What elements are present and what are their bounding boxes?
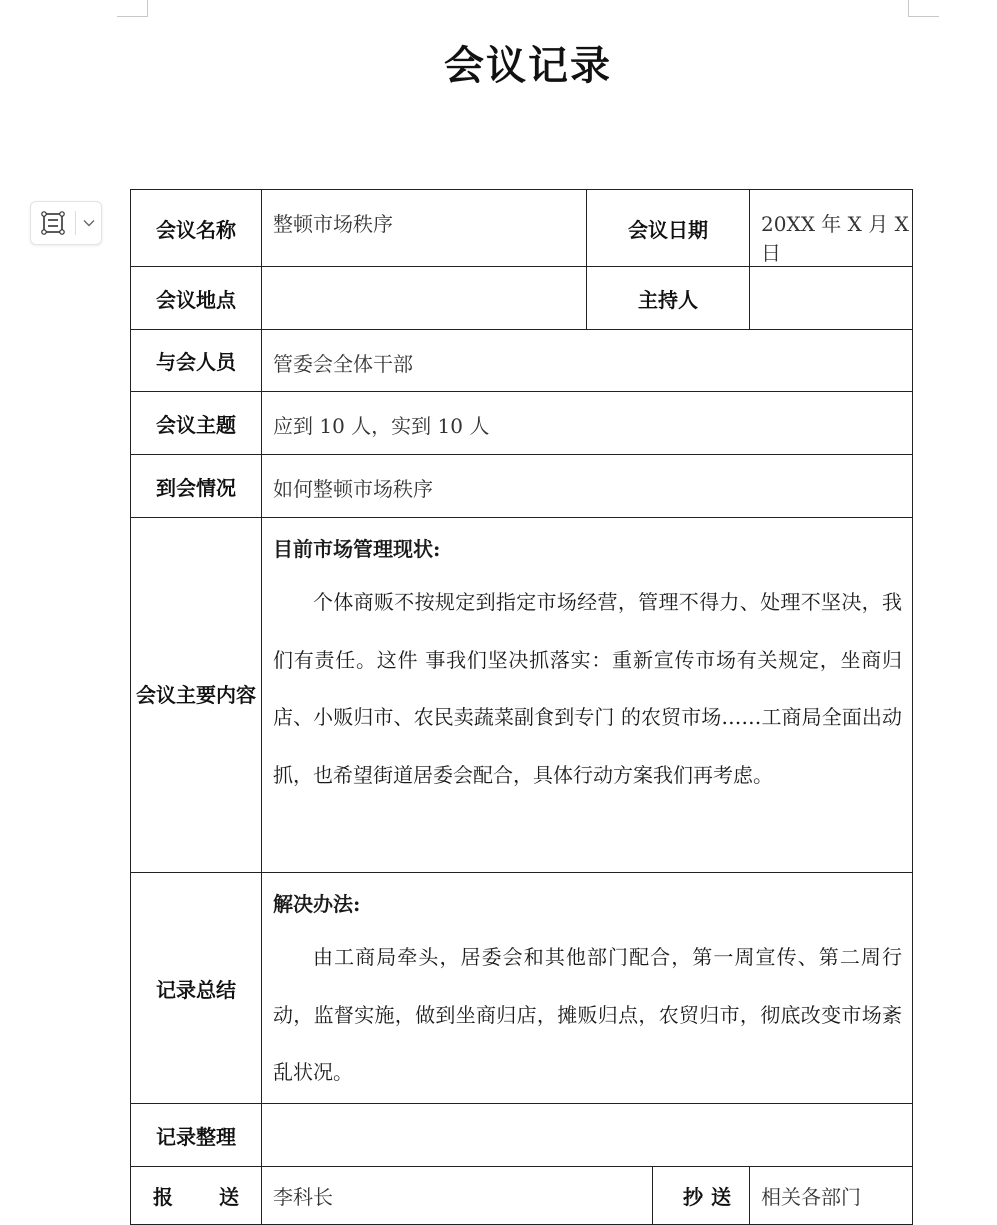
meeting-date-label: 会议日期	[587, 190, 750, 267]
host-label: 主持人	[587, 267, 750, 330]
attendance-label: 到会情况	[131, 455, 262, 518]
chevron-down-icon[interactable]	[76, 203, 101, 243]
document-title: 会议记录	[444, 43, 612, 89]
table-row	[131, 1167, 913, 1225]
table-row	[131, 455, 913, 518]
summary-heading: 解决办法:	[273, 892, 361, 916]
meeting-name-label: 会议名称	[131, 190, 262, 267]
cc-label-char-1: 抄	[683, 1185, 703, 1209]
table-row	[131, 190, 913, 267]
main-content-heading: 目前市场管理现状:	[273, 537, 441, 561]
meeting-date-value[interactable]: 20XX 年 X 月 X 日	[750, 190, 913, 267]
meeting-name-value[interactable]: 整顿市场秩序	[262, 190, 587, 267]
cc-label-char-2: 送	[711, 1185, 731, 1209]
table-row	[131, 330, 913, 392]
meeting-record-table	[130, 189, 913, 1225]
cc-label	[653, 1167, 750, 1225]
main-content-text: 个体商贩不按规定到指定市场经营，管理不得力、处理不坚决，我们有责任。这件 事我们坚决抓落实：重新宣传市场有关规定，坐商归店、小贩归市、农民卖蔬菜副食到专门 的农贸市场……工商局全面出动抓，也希望街道居委会配合，具体行动方案我们再考虑。	[273, 590, 902, 787]
page-corner-mark-top-left	[117, 0, 148, 17]
attendance-value[interactable]: 如何整顿市场秩序	[262, 455, 913, 518]
table-row	[131, 267, 913, 330]
report-to-value[interactable]: 李科长	[262, 1167, 653, 1225]
main-content-label-text: 会议主要内容	[136, 683, 256, 707]
table-row	[131, 873, 913, 1104]
summary-label: 记录总结	[131, 873, 262, 1104]
main-content-cell[interactable]	[262, 518, 913, 873]
report-to-label-char-2: 送	[219, 1185, 239, 1209]
recorder-value[interactable]	[262, 1104, 913, 1167]
topic-value[interactable]: 应到 10 人，实到 10 人	[262, 392, 913, 455]
host-value[interactable]	[750, 267, 913, 330]
attendees-value[interactable]: 管委会全体干部	[262, 330, 913, 392]
summary-cell[interactable]	[262, 873, 913, 1104]
table-row	[131, 1104, 913, 1167]
meeting-location-label: 会议地点	[131, 267, 262, 330]
summary-text: 由工商局牵头，居委会和其他部门配合，第一周宣传、第二周行动，监督实施，做到坐商归店，摊贩归点，农贸归市，彻底改变市场紊乱状况。	[273, 945, 902, 1084]
main-content-label	[131, 518, 262, 873]
recorder-label: 记录整理	[131, 1104, 262, 1167]
page-corner-mark-top-right	[908, 0, 939, 17]
table-row	[131, 518, 913, 873]
table-handle[interactable]	[30, 201, 102, 245]
attendees-label: 与会人员	[131, 330, 262, 392]
meeting-location-value[interactable]	[262, 267, 587, 330]
report-to-label-char-1: 报	[153, 1185, 173, 1209]
topic-label: 会议主题	[131, 392, 262, 455]
cc-value[interactable]: 相关各部门	[750, 1167, 913, 1225]
table-handle-icon[interactable]	[31, 203, 75, 243]
table-row	[131, 392, 913, 455]
report-to-label	[131, 1167, 262, 1225]
